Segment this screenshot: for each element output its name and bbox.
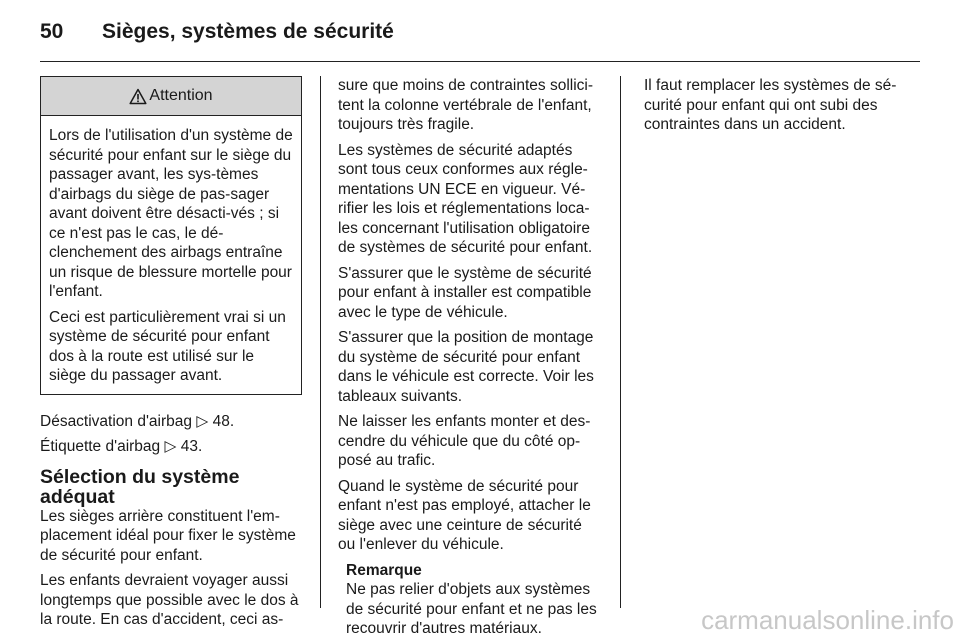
cross-reference-text: Étiquette d'airbag: [40, 438, 161, 455]
warning-body: [41, 116, 301, 394]
body-paragraph: Les enfants devraient voyager aussi longtemps que possible avec le dos à la route. En cas d'accident, ceci as-: [40, 572, 299, 628]
body-paragraph: Il faut remplacer les systèmes de sé-curité pour enfant qui ont subi des contraintes dans un accident.: [644, 77, 897, 133]
section-heading: Sélection du système adéquat: [40, 465, 240, 508]
warning-box: [40, 76, 302, 395]
page-title: Sièges, systèmes de sécurité: [102, 20, 394, 43]
note-title: Remarque: [346, 561, 422, 579]
warning-paragraph: Lors de l'utilisation d'un système de sécurité pour enfant sur le siège du passager avant, les sys-tèmes d'airbags du siège de pas-sager avant doivent être désacti-vés ; si ce n'est pas le cas, le dé-clenchement des airbags entraîne un risque de blessure mortelle pour l'enfant.: [49, 127, 293, 300]
warning-paragraph: Ceci est particulièrement vrai si un système de sécurité pour enfant dos à la route est utilisé sur le siège du passager avant.: [49, 308, 286, 384]
body-paragraph: Les sièges arrière constituent l'em-placement idéal pour fixer le système de sécurité pour enfant.: [40, 507, 296, 564]
warning-title: Attention: [149, 87, 213, 105]
page-number: 50: [40, 20, 64, 43]
body-paragraph: sure que moins de contraintes sollici-tent la colonne vertébrale de l'enfant, toujours très fragile.: [338, 77, 594, 133]
warning-box-header: [41, 77, 301, 116]
body-paragraph: Les systèmes de sécurité adaptés sont tous ceux conformes aux régle-mentations UN ECE en vigueur. Vé-rifier les lois et réglementations loca-les concernant l'utilisation obligatoire de systèmes de sécurité pour enfant.: [338, 141, 593, 256]
note-block: [346, 561, 603, 639]
note-text: Ne pas relier d'objets aux systèmes de sécurité pour enfant et ne pas les recouvrir d'autres matériaux.: [346, 581, 597, 637]
cross-reference[interactable]: [40, 412, 302, 432]
column-divider-2: [620, 76, 621, 608]
column-3: [644, 76, 906, 141]
body-paragraph: Quand le système de sécurité pour enfant n'est pas employé, attacher le siège avec une ceinture de sécurité ou l'enlever du véhicule.: [338, 477, 591, 553]
column-divider-1: [320, 76, 321, 608]
watermark: carmanualsonline.info: [701, 605, 954, 635]
body-paragraph: S'assurer que le système de sécurité pour enfant à installer est compatible avec le type de véhicule.: [338, 264, 592, 321]
cross-reference[interactable]: [40, 437, 302, 457]
column-2: [338, 76, 603, 639]
cross-reference-text: Désactivation d'airbag: [40, 412, 193, 430]
body-paragraph: Ne laisser les enfants monter et des-cendre du véhicule que du côté op-posé au trafic.: [338, 413, 591, 469]
page-ref-arrow-icon: ▷: [196, 412, 209, 430]
column-1: [40, 76, 302, 636]
header-divider: [40, 61, 920, 62]
warning-triangle-icon: [129, 88, 147, 105]
page-ref-arrow-icon: ▷: [164, 438, 177, 455]
body-paragraph: S'assurer que la position de montage du système de sécurité pour enfant dans le véhicule est correcte. Voir les tableaux suivants.: [338, 329, 594, 405]
page-header: [40, 20, 394, 44]
cross-reference-page: 48.: [212, 412, 235, 430]
cross-reference-page: 43.: [180, 438, 203, 455]
